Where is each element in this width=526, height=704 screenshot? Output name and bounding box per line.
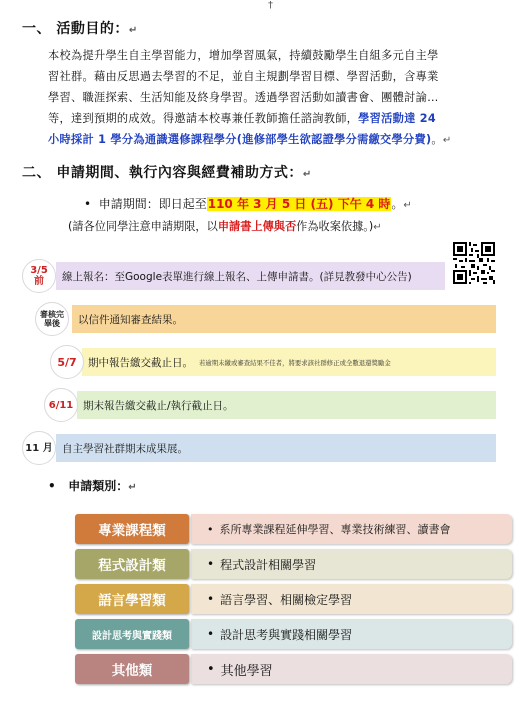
category-desc-other: • 其他學習: [191, 654, 512, 684]
category-label-language: 語言學習類: [75, 584, 189, 614]
timeline-bar-registration: 線上報名：至Google表單進行線上報名、上傳申請書。(詳見教發中心公告): [56, 262, 445, 290]
para-line-5: 小時採計 1 學分為通識選修課程學分(進修部學生欲認證學分需繳交學分費)。↵: [48, 133, 452, 146]
qr-code-icon: [453, 242, 495, 284]
category-label-professional: 專業課程類: [75, 514, 189, 544]
section-1-paragraph: [48, 45, 504, 151]
credit-highlight-1: 學習活動達 24: [358, 112, 436, 125]
application-period: • 申請期間：即日起至110 年 3 月 5 日 (五) 下午 4 時。↵: [84, 197, 412, 211]
category-desc-programming: • 程式設計相關學習: [191, 549, 512, 579]
section-2-heading: 二、 申請期間、執行內容與經費補助方式：↵: [22, 165, 312, 181]
timeline-date-final: 6/11: [44, 388, 78, 422]
para-line-3: 學習、職涯探索、生活知能及終身學習。透過學習活動如讀書會、團體討論…: [48, 91, 439, 104]
section-2-heading-text: 二、 申請期間、執行內容與經費補助方式：: [22, 165, 303, 181]
para-line-1: 本校為提升學生自主學習能力，增加學習風氣，持續鼓勵學生自組多元自主學: [48, 49, 439, 62]
section-1-heading-text: 一、 活動目的：: [22, 21, 129, 37]
para-line-2: 習社群。藉由反思過去學習的不足，並自主規劃學習目標、學習活動，含專業: [48, 70, 439, 83]
timeline-bar-final: 期末報告繳交截止/執行截止日。: [77, 391, 496, 419]
category-label-design: 設計思考與實踐類: [75, 619, 189, 649]
categories-heading: • 申請類別：↵: [48, 479, 137, 493]
timeline-date-showcase: 11 月: [22, 431, 56, 465]
timeline-bar-midterm: 期中報告繳交截止日。 若逾期未繳或審查結果不佳者，將要求該社群修正或全數退還獎勵金: [82, 348, 496, 376]
category-desc-language: • 語言學習、相關檢定學習: [191, 584, 512, 614]
anchor-mark: †: [268, 0, 273, 11]
application-notice: (請各位同學注意申請期限，以申請書上傳與否作為收案依據。)↵: [68, 220, 382, 233]
timeline-bar-review: 以信件通知審查結果。: [72, 305, 496, 333]
timeline-date-review: 審核完 畢後: [35, 302, 69, 336]
upload-requirement: 申請書上傳與否: [217, 220, 297, 233]
deadline-highlight: 110 年 3 月 5 日 (五) 下午 4 時: [207, 197, 391, 211]
para-line-4: 等，達到預期的成效。得邀請本校專兼任教師擔任諮詢教師，學習活動達 24: [48, 112, 436, 125]
category-label-other: 其他類: [75, 654, 189, 684]
bullet-dot: •: [84, 197, 99, 211]
timeline-date-registration: 3/5 前: [22, 259, 56, 293]
category-desc-professional: • 系所專業課程延伸學習、專業技術練習、讀書會: [191, 514, 512, 544]
timeline-bar-showcase: 自主學習社群期末成果展。: [56, 434, 496, 462]
credit-highlight-2: 小時採計 1 學分為通識選修課程學分(進修部學生欲認證學分需繳交學分費): [48, 133, 432, 146]
paragraph-mark: ↵: [128, 25, 138, 36]
category-desc-design: • 設計思考與實踐相關學習: [191, 619, 512, 649]
category-label-programming: 程式設計類: [75, 549, 189, 579]
midterm-note: 若逾期未繳或審查結果不佳者，將要求該社群修正或全數退還獎勵金: [199, 358, 391, 367]
timeline-date-midterm: 5/7: [50, 345, 84, 379]
section-1-heading: [22, 18, 138, 38]
